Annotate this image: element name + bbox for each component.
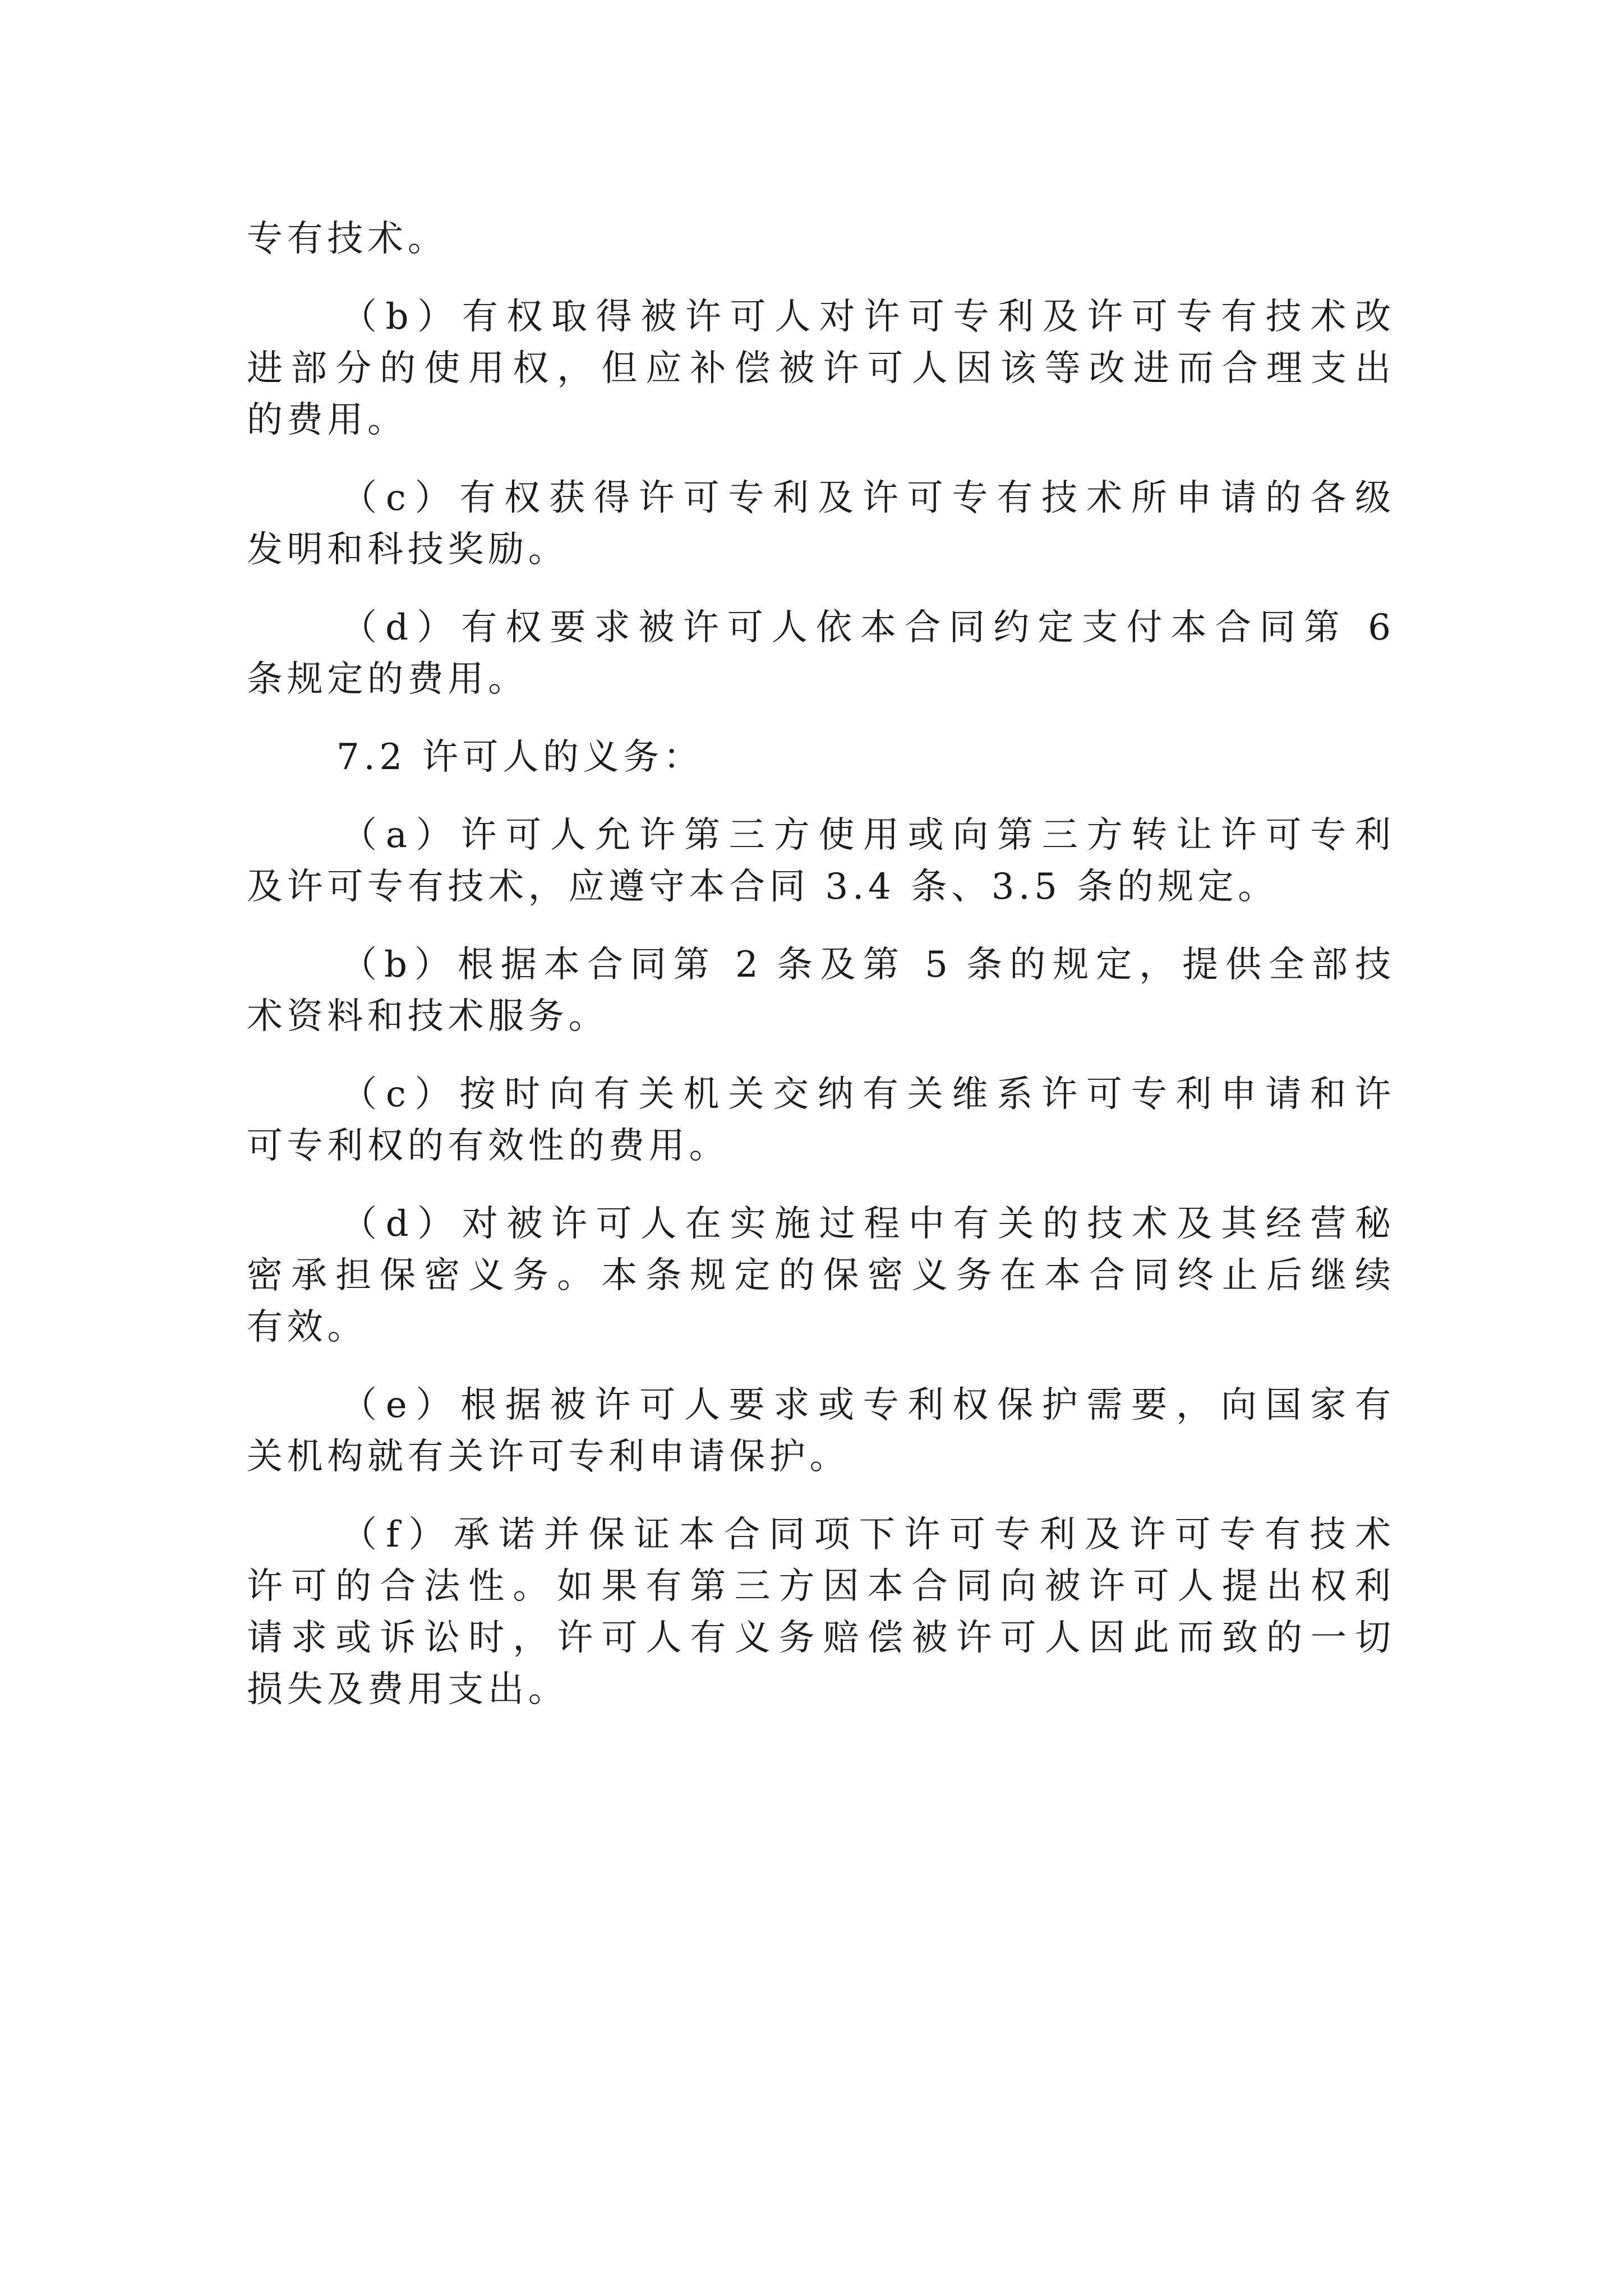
text-line: 许可的合法性。如果有第三方因本合同向被许可人提出权利	[247, 1566, 1391, 1607]
text-line: 有效。	[247, 1306, 368, 1348]
text-line: （c）按时向有关机关交纳有关维系许可专利申请和许	[341, 1074, 1391, 1115]
text-line: 及许可专有技术，应遵守本合同 3.4 条、3.5 条的规定。	[247, 866, 1278, 908]
text-line: 条规定的费用。	[247, 659, 528, 700]
text-line: 密承担保密义务。本条规定的保密义务在本合同终止后继续	[247, 1255, 1391, 1296]
text-line: （d）对被许可人在实施过程中有关的技术及其经营秘	[341, 1203, 1391, 1245]
text-line: 进部分的使用权，但应补偿被许可人因该等改进而合理支出	[247, 348, 1391, 389]
text-line: （b）根据本合同第 2 条及第 5 条的规定，提供全部技	[341, 944, 1391, 986]
text-line: （d）有权要求被许可人依本合同约定支付本合同第 6	[341, 607, 1391, 648]
text-line: （f）承诺并保证本合同项下许可专利及许可专有技术	[341, 1514, 1391, 1556]
text-line: （c）有权获得许可专利及许可专有技术所申请的各级	[341, 477, 1391, 519]
section-heading: 7.2 许可人的义务：	[336, 737, 704, 778]
text-line: 发明和科技奖励。	[247, 529, 569, 570]
text-line: 可专利权的有效性的费用。	[247, 1125, 730, 1167]
document-body	[247, 213, 1391, 1715]
text-line: 请求或诉讼时，许可人有义务赔偿被许可人因此而致的一切	[247, 1617, 1391, 1659]
text-line: （e）根据被许可人要求或专利权保护需要，向国家有	[341, 1384, 1391, 1426]
text-line: （a）许可人允许第三方使用或向第三方转让许可专利	[341, 815, 1391, 856]
text-line: 专有技术。	[247, 218, 448, 260]
text-line: 术资料和技术服务。	[247, 996, 609, 1037]
text-line: 损失及费用支出。	[247, 1669, 569, 1710]
text-line: 的费用。	[247, 399, 408, 441]
text-line: 关机构就有关许可专利申请保护。	[247, 1436, 850, 1478]
text-line: （b）有权取得被许可人对许可专利及许可专有技术改	[341, 296, 1391, 338]
